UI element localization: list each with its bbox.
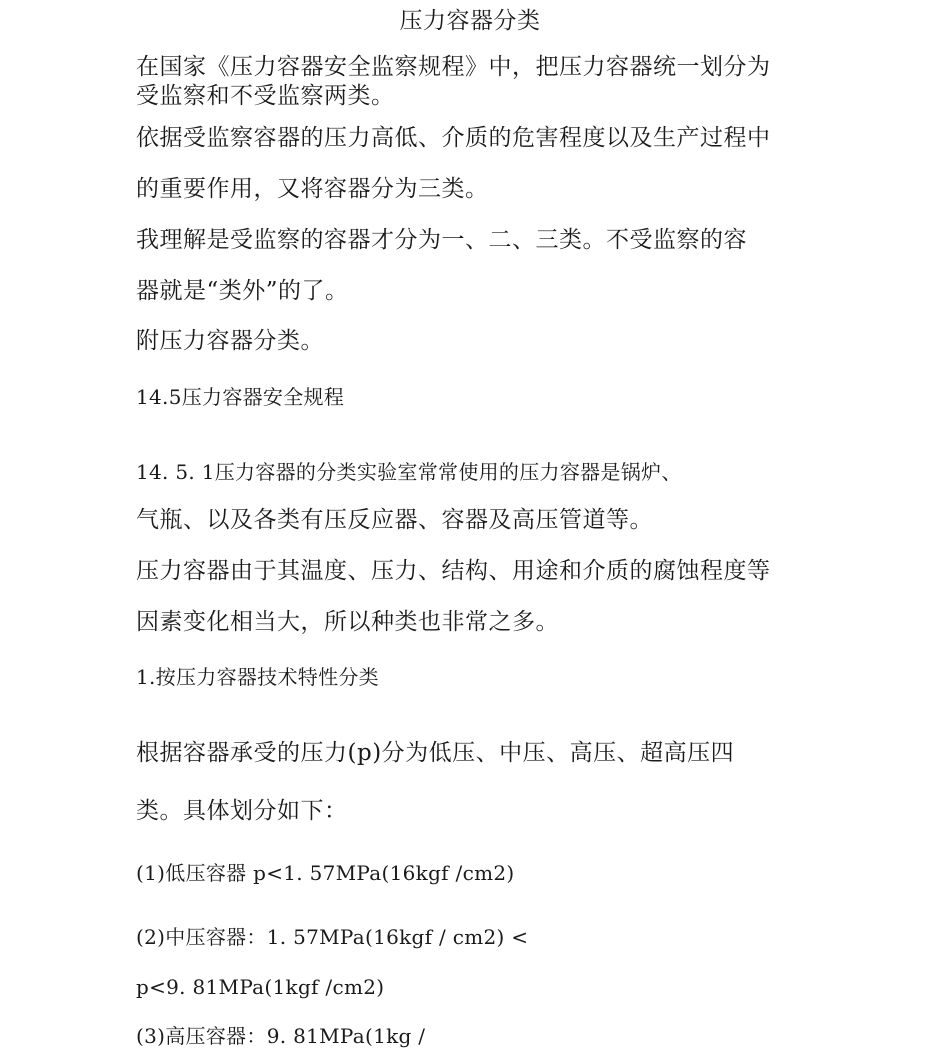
paragraph-line: 类。具体划分如下： [136, 798, 348, 824]
paragraph-line: 受监察和不受监察两类。 [136, 83, 395, 109]
list-item: p<9. 81MPa(1kgf /cm2) [136, 975, 385, 999]
paragraph-line: 压力容器由于其温度、压力、结构、用途和介质的腐蚀程度等 [136, 558, 771, 584]
paragraph-line: 的重要作用，又将容器分为三类。 [136, 176, 489, 202]
list-item: (2)中压容器：1. 57MPa(16kgf / cm2) < [136, 925, 529, 949]
paragraph-line: 因素变化相当大，所以种类也非常之多。 [136, 609, 559, 635]
paragraph-line: 在国家《压力容器安全监察规程》中，把压力容器统一划分为 [136, 54, 771, 80]
list-item: (1)低压容器 p<1. 57MPa(16kgf /cm2) [136, 861, 515, 885]
paragraph-line: 我理解是受监察的容器才分为一、二、三类。不受监察的容 [136, 227, 747, 253]
section-heading: 14.5压力容器安全规程 [136, 385, 345, 409]
paragraph-line: 器就是“类外”的了。 [136, 278, 349, 304]
paragraph-line: 气瓶、以及各类有压反应器、容器及高压管道等。 [136, 507, 653, 533]
section-heading: 1.按压力容器技术特性分类 [136, 665, 379, 689]
list-item: (3)高压容器：9. 81MPa(1kg / [136, 1024, 426, 1048]
paragraph-line: 附压力容器分类。 [136, 328, 324, 354]
paragraph-line: 14. 5. 1压力容器的分类实验室常常使用的压力容器是锅炉、 [136, 460, 682, 484]
page-title: 压力容器分类 [399, 8, 541, 34]
paragraph-line: 依据受监察容器的压力高低、介质的危害程度以及生产过程中 [136, 125, 771, 151]
paragraph-line: 根据容器承受的压力(p)分为低压、中压、高压、超高压四 [136, 740, 735, 766]
